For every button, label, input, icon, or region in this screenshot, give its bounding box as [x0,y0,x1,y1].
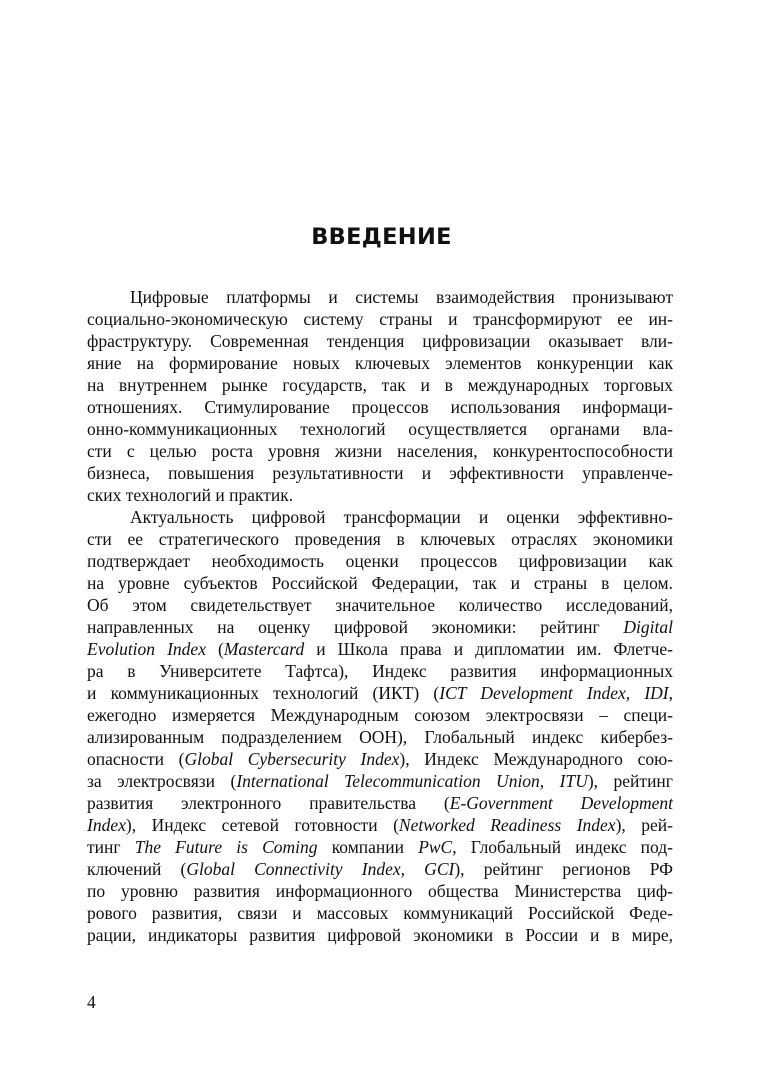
text-line: ра в Университете Тафтса), Индекс развития информационных [87,661,673,681]
text-line: фраструктуру. Современная тенденция цифровизации оказывает вли- [87,331,673,351]
text-line: отношениях. Стимулирование процессов использования информаци- [87,397,673,417]
text-line: Цифровые платформы и системы взаимодействия пронизывают [130,287,673,307]
text-line: за электросвязи (International Telecommunication Union, ITU), рейтинг [87,771,673,791]
text-line: Index), Индекс сетевой готовности (Networked Readiness Index), рей- [87,815,674,835]
text-line: Об этом свидетельствует значительное количество исследований, [87,595,673,615]
page-title: ВВЕДЕНИЕ [311,224,452,250]
text-line: на уровне субъектов Российской Федерации, так и страны в целом. [87,573,673,593]
text-line: и коммуникационных технологий (ИКТ) (ICT Development Index, IDI, [87,683,673,703]
text-line: рации, индикаторы развития цифровой экономики в России и в мире, [87,925,673,945]
text-line: тинг The Future is Coming компании PwC, Глобальный индекс под- [87,837,673,857]
text-line: ализированным подразделением ООН), Глобальный индекс кибербез- [87,727,673,747]
text-line: ежегодно измеряется Международным союзом электросвязи – специ- [87,705,673,725]
text-line: онно-коммуникационных технологий осуществляется органами вла- [87,419,673,439]
text-line: сти ее стратегического проведения в ключевых отраслях экономики [87,529,673,549]
text-line: яние на формирование новых ключевых элементов конкуренции как [87,353,673,373]
text-line: Актуальность цифровой трансформации и оценки эффективно- [130,507,673,527]
text-line: Evolution Index (Mastercard и Школа права и дипломатии им. Флетче- [87,639,674,659]
text-line: рового развития, связи и массовых коммуникаций Российской Феде- [87,903,673,923]
text-line: бизнеса, повышения результативности и эффективности управленче- [87,463,673,483]
text-line: подтверждает необходимость оценки процессов цифровизации как [87,551,673,571]
text-line: ских технологий и практик. [87,485,294,505]
text-line: по уровню развития информационного общества Министерства циф- [87,881,673,901]
text-line: социально-экономическую систему страны и трансформируют ее ин- [87,309,673,329]
text-line: на внутреннем рынке государств, так и в международных торговых [87,375,673,395]
text-line: развития электронного правительства (E-Government Development [87,793,673,813]
text-line: ключений (Global Connectivity Index, GCI), рейтинг регионов РФ [87,859,673,879]
page-number: 4 [87,992,96,1012]
text-line: направленных на оценку цифровой экономики: рейтинг Digital [87,617,673,637]
text-line: сти с целью роста уровня жизни населения, конкурентоспособности [87,441,673,461]
text-line: опасности (Global Cybersecurity Index), Индекс Международного сою- [87,749,673,769]
